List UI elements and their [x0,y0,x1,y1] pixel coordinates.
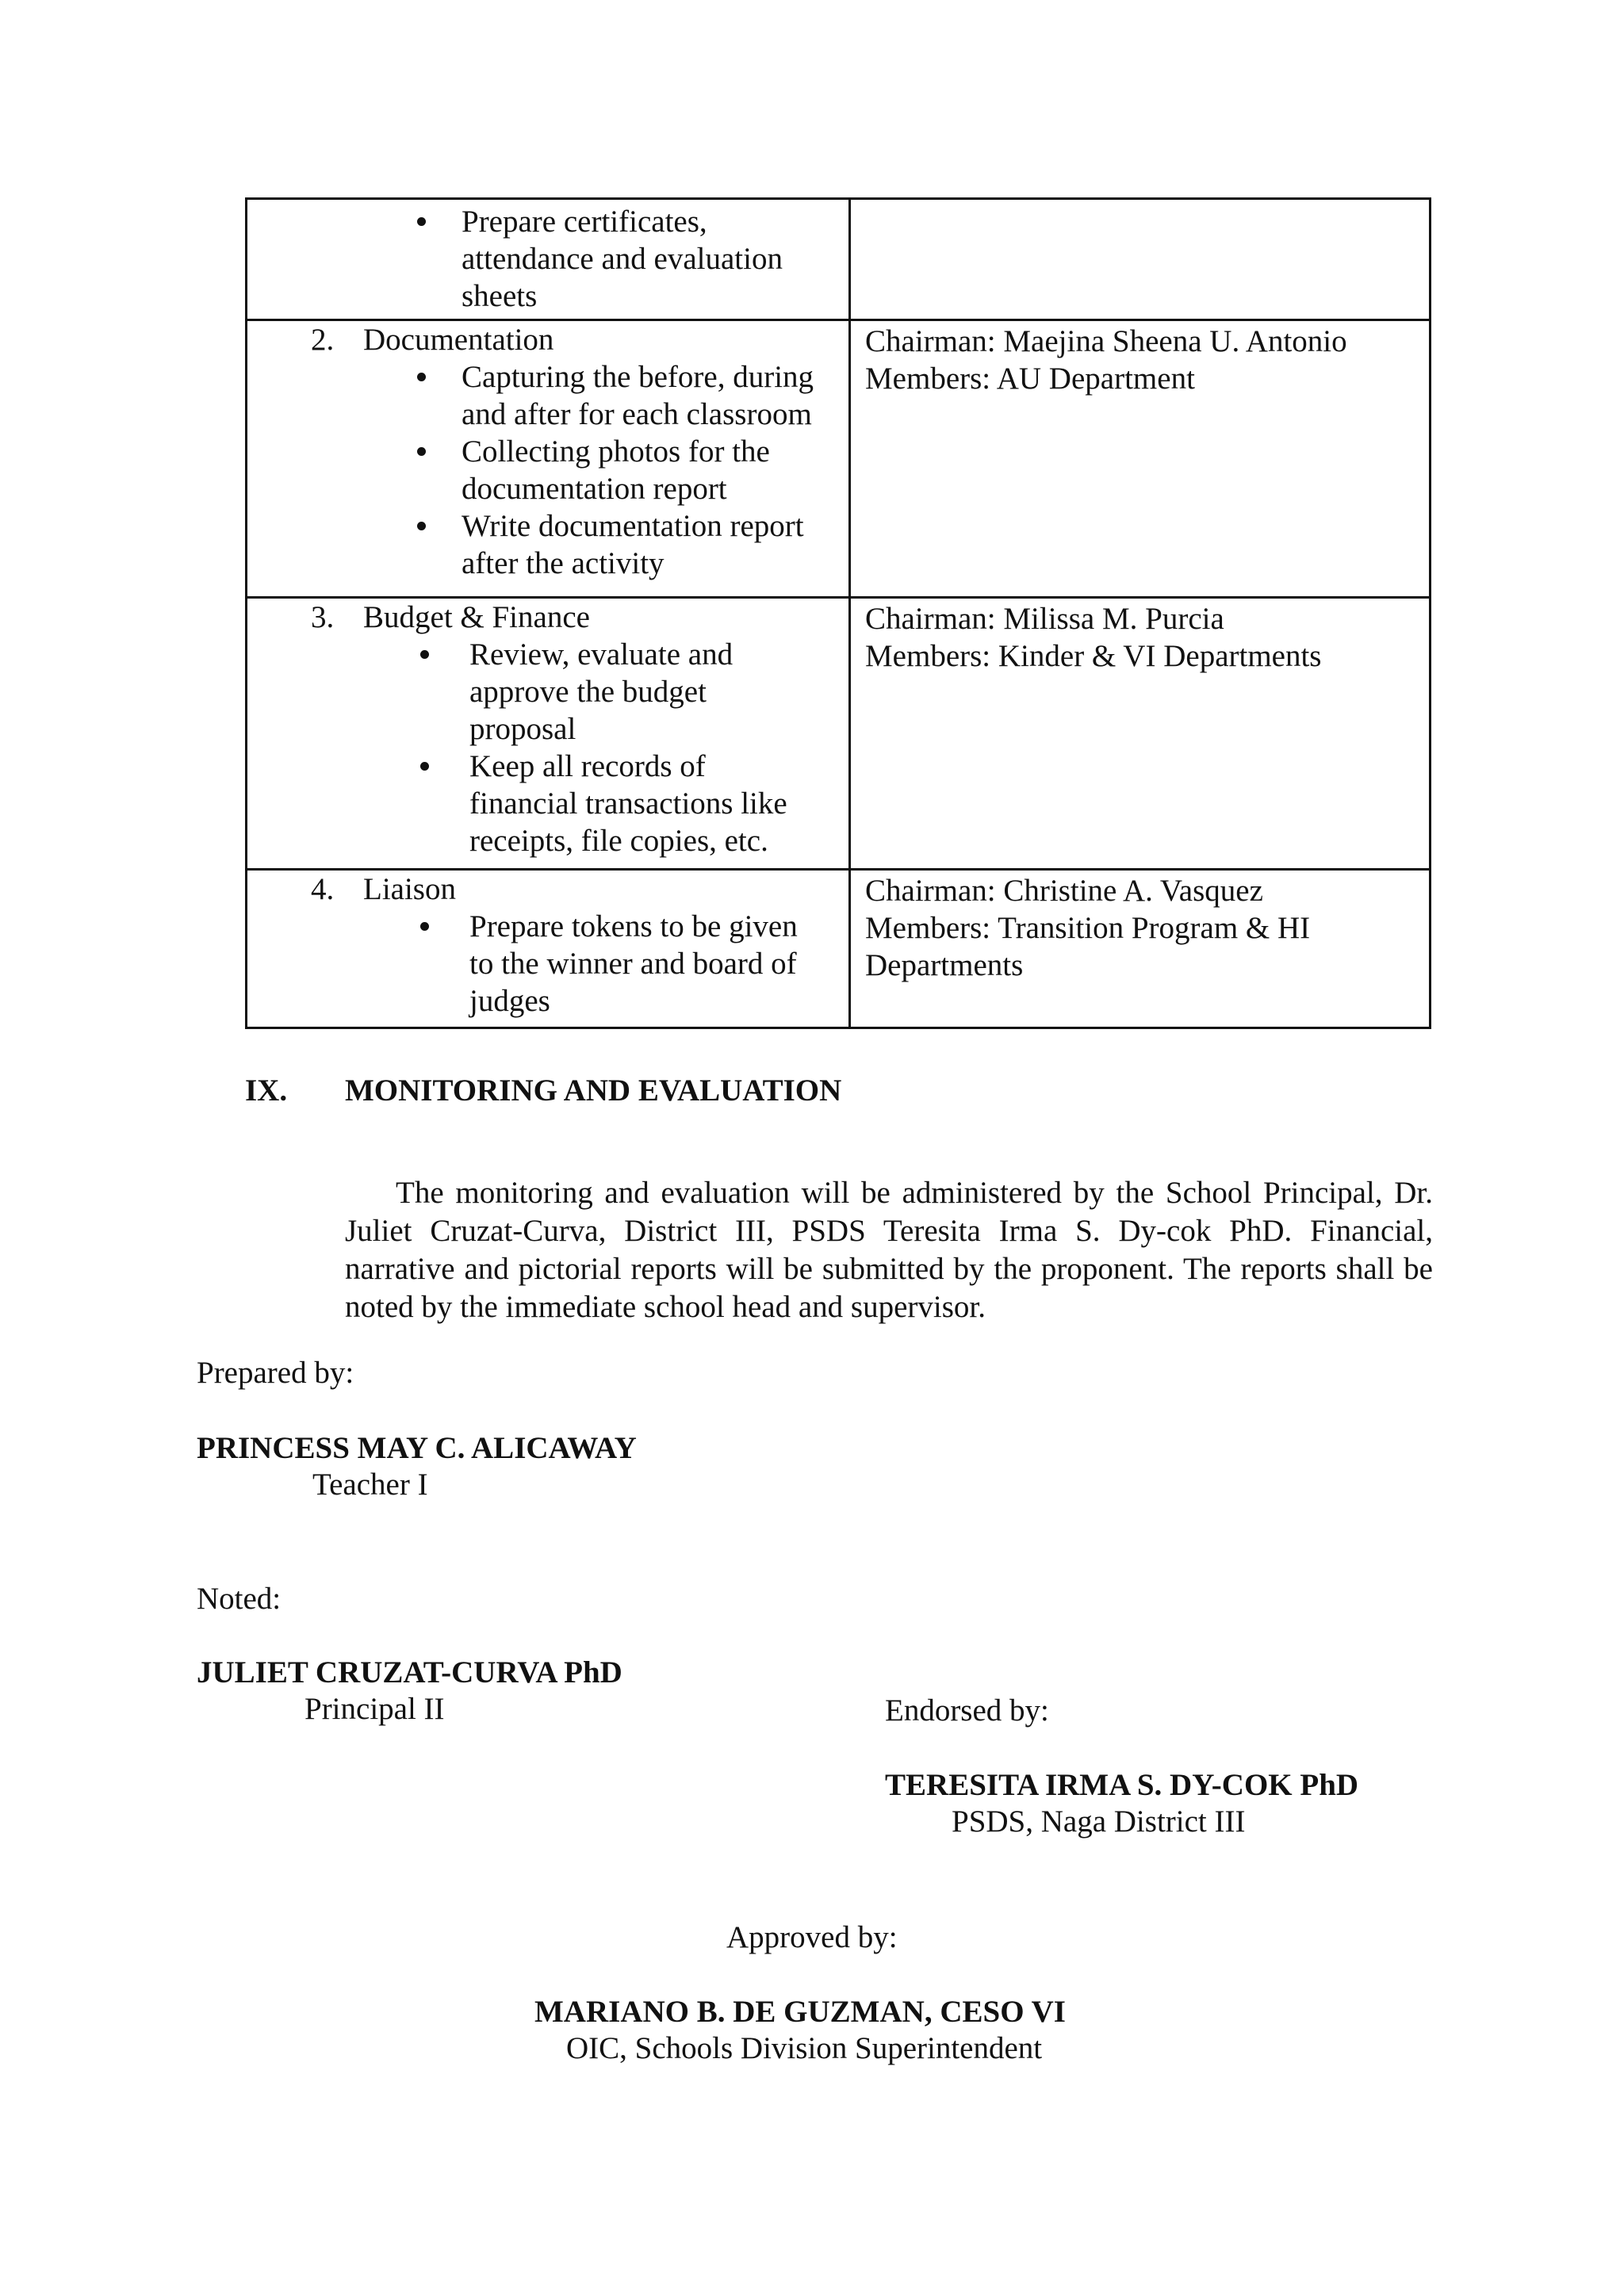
bullet-text-line: attendance and evaluation [462,242,783,276]
task-heading-text: Budget & Finance [363,600,590,634]
endorsed-by-name: TERESITA IRMA S. DY-COK PhD [885,1768,1359,1802]
approved-by-label: Approved by: [726,1920,898,1954]
bullet-text-line: after the activity [462,546,665,580]
bullet-text-line: and after for each classroom [462,397,812,431]
task-bullet [247,507,848,582]
bullet-text-line: approve the budget [469,675,707,709]
task-number: 4. [311,872,335,906]
approved-by-position: OIC, Schools Division Superintendent [566,2031,1043,2065]
bullet-text-line: Write documentation report [462,509,804,543]
prepared-by-name: PRINCESS MAY C. ALICAWAY [197,1431,637,1465]
bullet-text-line: judges [469,984,550,1018]
chairman-line: Chairman: Maejina Sheena U. Antonio [865,324,1347,358]
task-bullet [247,203,848,315]
section-title: MONITORING AND EVALUATION [345,1073,842,1108]
bullet-text-line: to the winner and board of [469,947,797,981]
bullet-text-line: documentation report [462,472,727,506]
task-heading-text: Documentation [363,323,554,357]
task-bullet [247,358,848,433]
bullet-text-line: Capturing the before, during [462,360,814,394]
task-cell [247,870,850,1028]
prepared-by-position: Teacher I [312,1468,428,1502]
task-cell [247,598,850,870]
task-heading [247,871,848,908]
bullet-text-line: financial transactions like [469,786,787,821]
endorsed-by-label: Endorsed by: [885,1693,1049,1728]
members-line: Members: AU Department [865,362,1195,396]
bullet-text-line: sheets [462,279,538,313]
assignment-cell [850,598,1431,870]
task-heading-text: Liaison [363,872,456,906]
members-line: Members: Transition Program & HI [865,911,1311,945]
table-row [247,870,1431,1028]
prepared-by-label: Prepared by: [197,1356,354,1390]
table-row [247,199,1431,320]
task-bullet [247,908,848,1020]
task-number: 3. [311,600,335,634]
bullet-text-line: Prepare tokens to be given [469,909,798,943]
bullet-text-line: receipts, file copies, etc. [469,824,768,858]
noted-position: Principal II [304,1692,445,1726]
task-bullet [247,636,848,748]
task-cell [247,199,850,320]
noted-label: Noted: [197,1582,282,1616]
section-paragraph: The monitoring and evaluation will be administered by the School Principal, Dr. Juliet Cruzat-Curva, District III, PSDS Teresita Irma S. Dy-cok PhD. Financial, narrative and pictorial reports will be submitted by the proponent. The reports shall be noted by the immediate school head and supervisor. [345,1176,1433,1324]
bullet-text-line: Keep all records of [469,749,706,783]
assignment-cell [850,199,1431,320]
approved-by-name: MARIANO B. DE GUZMAN, CESO VI [534,1995,1066,2029]
members-line-continued: Departments [865,948,1024,982]
bullet-text-line: Review, evaluate and [469,637,733,672]
task-bullet [247,433,848,507]
table-row [247,598,1431,870]
bullet-text-line: Prepare certificates, [462,205,707,239]
members-line: Members: Kinder & VI Departments [865,639,1322,673]
task-heading [247,321,848,358]
task-bullet-list [247,200,848,315]
task-cell [247,320,850,598]
endorsed-by-position: PSDS, Naga District III [952,1804,1246,1839]
bullet-text-line: proposal [469,712,576,746]
task-bullet [247,748,848,859]
table-row [247,320,1431,598]
noted-name: JULIET CRUZAT-CURVA PhD [197,1655,622,1689]
task-number: 2. [311,323,335,357]
bullet-text-line: Collecting photos for the [462,434,770,469]
chairman-line: Chairman: Christine A. Vasquez [865,874,1263,908]
task-bullet-list [247,636,848,859]
assignment-cell [850,870,1431,1028]
task-bullet-list [247,908,848,1020]
task-heading [247,599,848,636]
assignment-cell [850,320,1431,598]
chairman-line: Chairman: Milissa M. Purcia [865,602,1224,636]
task-bullet-list [247,358,848,582]
section-number: IX. [245,1073,288,1108]
committee-table [245,197,1431,1029]
